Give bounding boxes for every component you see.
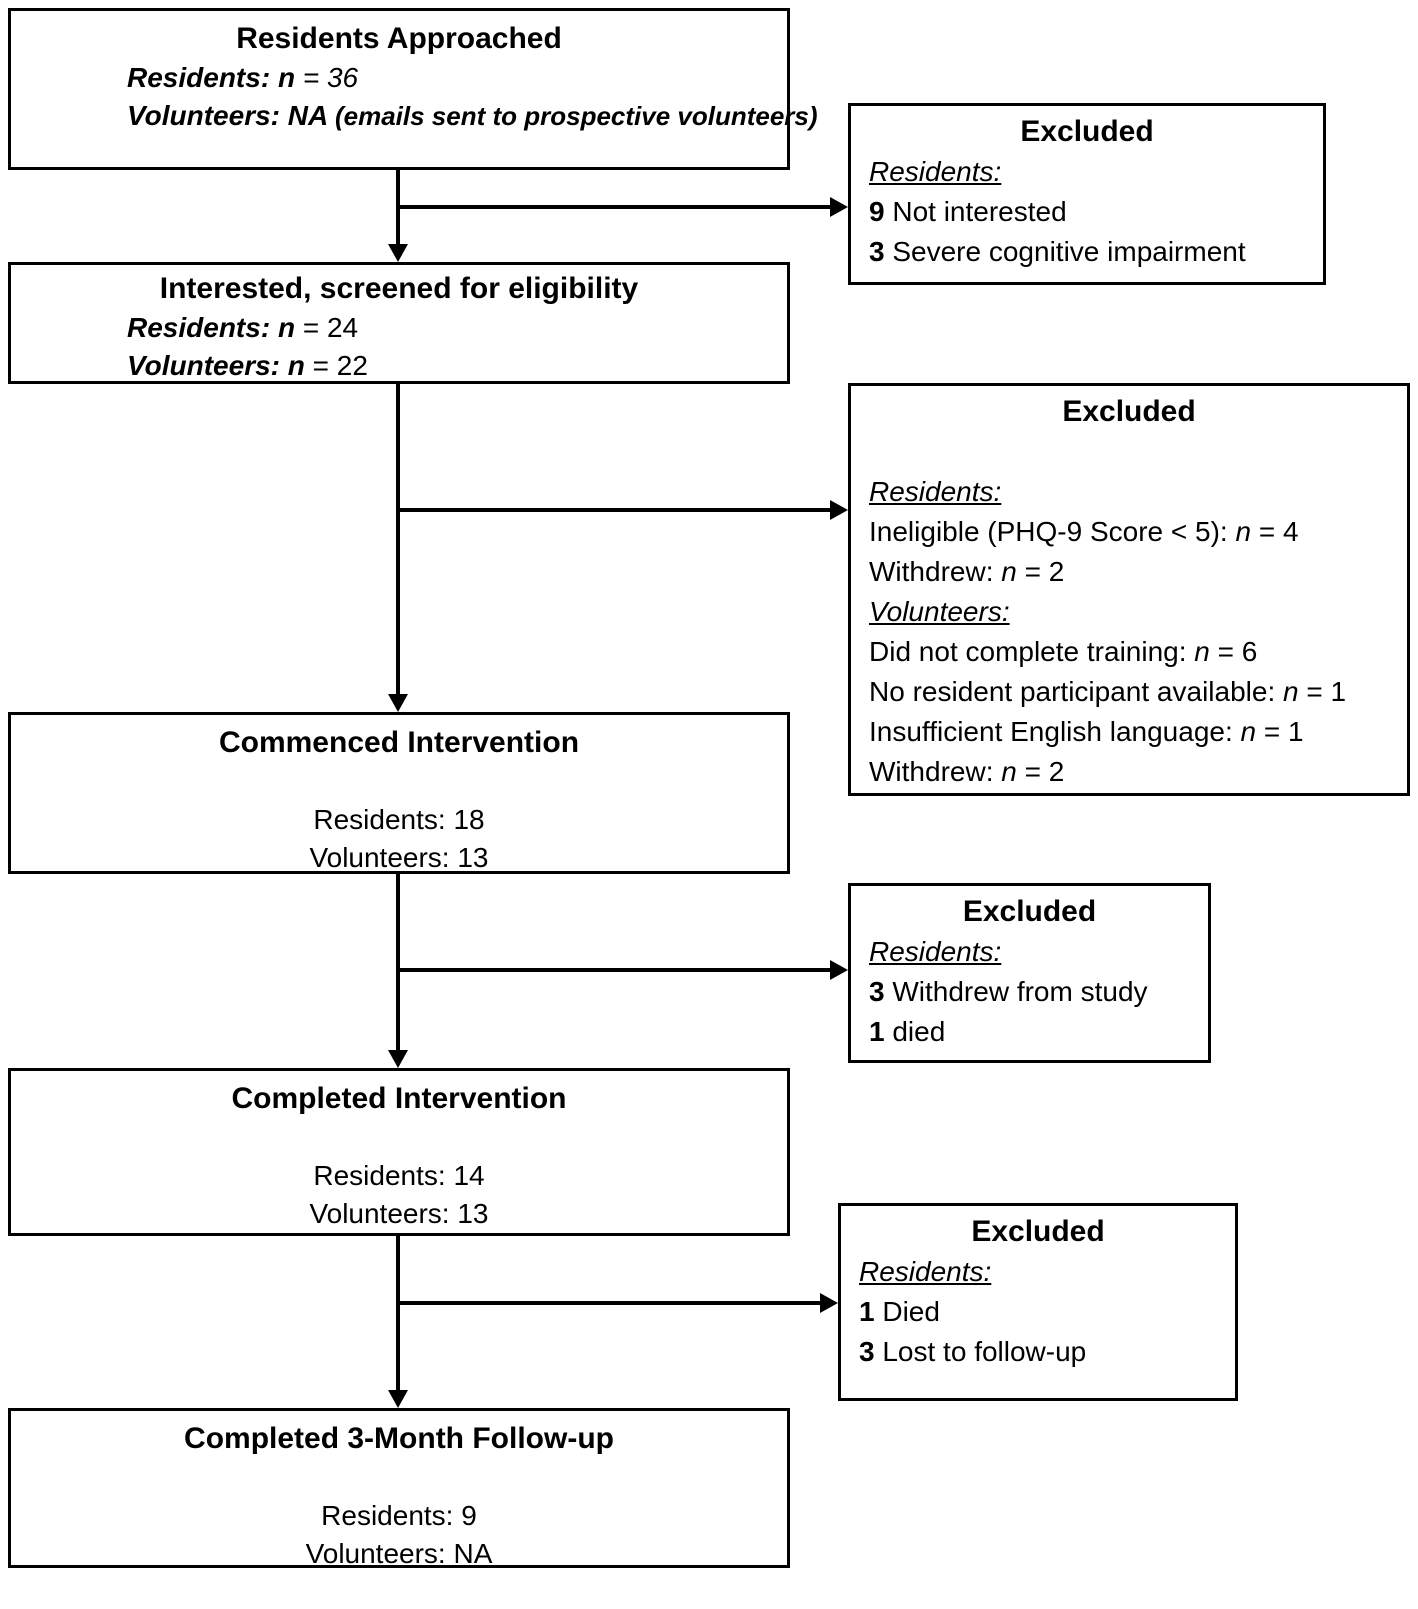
text-segment: 1 bbox=[869, 1016, 885, 1047]
text-segment: 9 bbox=[869, 196, 885, 227]
text-segment: Severe cognitive impairment bbox=[884, 236, 1246, 267]
text-segment: = 4 bbox=[1251, 516, 1299, 547]
text-segment: Volunteers: NA bbox=[127, 100, 335, 131]
text-line bbox=[869, 512, 1397, 552]
box-title: Residents Approached bbox=[236, 22, 562, 55]
box-title: Excluded bbox=[1020, 115, 1154, 148]
box-excluded-after-approach bbox=[848, 103, 1326, 285]
text-line bbox=[869, 1012, 1198, 1052]
text-segment: Residents: bbox=[859, 1256, 992, 1287]
text-segment: Residents: 18 bbox=[313, 804, 485, 835]
box-title: Completed 3-Month Follow-up bbox=[184, 1422, 614, 1455]
text-line bbox=[869, 192, 1313, 232]
text-segment: 3 bbox=[859, 1336, 875, 1367]
text-segment: n bbox=[1001, 556, 1017, 587]
text-segment: Residents: bbox=[127, 62, 278, 93]
text-line bbox=[869, 932, 1198, 972]
text-segment: n bbox=[1001, 756, 1017, 787]
box-lines bbox=[11, 1119, 787, 1233]
text-segment: 3 bbox=[869, 976, 885, 1007]
box-lines bbox=[851, 152, 1323, 272]
box-lines bbox=[841, 1252, 1235, 1372]
text-line bbox=[869, 752, 1397, 792]
text-segment: = 1 bbox=[1256, 716, 1304, 747]
text-segment: Volunteers: NA bbox=[305, 1538, 493, 1569]
text-segment: = 24 bbox=[295, 312, 359, 343]
text-line bbox=[11, 763, 787, 801]
text-line bbox=[859, 1292, 1225, 1332]
box-commenced-intervention bbox=[8, 712, 790, 874]
text-line bbox=[869, 712, 1397, 752]
text-segment: n bbox=[1283, 676, 1299, 707]
box-title: Excluded bbox=[1062, 395, 1196, 428]
text-line bbox=[127, 309, 775, 347]
arrowhead-down-icon bbox=[388, 694, 408, 712]
text-line bbox=[127, 59, 775, 97]
text-segment: No resident participant available: bbox=[869, 676, 1284, 707]
text-line bbox=[11, 801, 787, 839]
arrowhead-right-icon bbox=[820, 1293, 838, 1313]
arrowhead-down-icon bbox=[388, 1390, 408, 1408]
box-completed-intervention bbox=[8, 1068, 790, 1236]
text-line bbox=[11, 1195, 787, 1233]
box-completed-follow-up bbox=[8, 1408, 790, 1568]
text-line bbox=[869, 552, 1397, 592]
text-segment: Residents: 9 bbox=[321, 1500, 477, 1531]
arrowhead-right-icon bbox=[830, 960, 848, 980]
text-line bbox=[11, 1459, 787, 1497]
arrowhead-down-icon bbox=[388, 1050, 408, 1068]
text-segment: Residents: 14 bbox=[313, 1160, 485, 1191]
text-line bbox=[11, 839, 787, 877]
box-title: Commenced Intervention bbox=[218, 726, 580, 759]
text-segment: Volunteers: bbox=[127, 350, 288, 381]
text-segment: Volunteers: 13 bbox=[309, 1198, 489, 1229]
text-line bbox=[859, 1332, 1225, 1372]
text-line bbox=[127, 347, 775, 385]
text-segment: = 1 bbox=[1298, 676, 1347, 707]
box-lines bbox=[851, 432, 1407, 792]
text-segment: Residents: bbox=[127, 312, 278, 343]
box-title: Excluded bbox=[971, 1215, 1105, 1248]
text-line bbox=[869, 472, 1397, 512]
text-segment: n bbox=[1235, 516, 1252, 547]
text-segment: Withdrew: bbox=[869, 556, 1002, 587]
text-segment: Withdrew from study bbox=[884, 976, 1148, 1007]
text-line bbox=[11, 1497, 787, 1535]
text-line bbox=[11, 1119, 787, 1157]
text-segment: Lost to follow-up bbox=[874, 1336, 1087, 1367]
text-segment: Ineligible (PHQ-9 Score < 5): bbox=[869, 516, 1236, 547]
text-line bbox=[869, 972, 1198, 1012]
text-segment: 3 bbox=[869, 236, 885, 267]
text-segment: n bbox=[277, 312, 296, 343]
text-segment: = 22 bbox=[304, 350, 368, 381]
box-excluded-before-follow-up bbox=[838, 1203, 1238, 1401]
box-residents-approached bbox=[8, 8, 818, 170]
text-segment: Insufficient English language: bbox=[869, 716, 1241, 747]
text-segment: Did not complete training: bbox=[869, 636, 1195, 667]
box-title: Interested, screened for eligibility bbox=[159, 272, 639, 305]
text-segment: = 2 bbox=[1016, 556, 1065, 587]
box-interested-screened bbox=[8, 262, 790, 384]
text-segment: 1 bbox=[859, 1296, 875, 1327]
text-line bbox=[859, 1252, 1225, 1292]
text-segment: Residents: bbox=[869, 156, 1002, 187]
arrowhead-down-icon bbox=[388, 244, 408, 262]
text-segment: n bbox=[1194, 636, 1210, 667]
text-line bbox=[127, 97, 818, 135]
text-segment: Volunteers: bbox=[869, 596, 1010, 627]
text-line bbox=[869, 152, 1313, 192]
text-segment: = 6 bbox=[1209, 636, 1258, 667]
text-segment: Not interested bbox=[884, 196, 1067, 227]
box-title: Excluded bbox=[962, 895, 1097, 928]
text-segment: n bbox=[1240, 716, 1257, 747]
text-segment: Residents: bbox=[869, 936, 1002, 967]
text-line bbox=[869, 592, 1397, 632]
text-segment: (emails sent to prospective volunteers) bbox=[334, 101, 818, 131]
text-segment: Withdrew: bbox=[869, 756, 1002, 787]
text-segment: n bbox=[287, 350, 305, 381]
box-lines bbox=[851, 932, 1208, 1052]
box-lines bbox=[11, 763, 787, 877]
text-segment: Died bbox=[874, 1296, 940, 1327]
text-line bbox=[869, 232, 1313, 272]
arrowhead-right-icon bbox=[830, 500, 848, 520]
text-line bbox=[869, 432, 1397, 472]
text-line bbox=[11, 1535, 787, 1573]
box-excluded-during-intervention bbox=[848, 883, 1211, 1063]
box-excluded-after-screening bbox=[848, 383, 1410, 796]
box-title: Completed Intervention bbox=[231, 1082, 567, 1115]
box-lines bbox=[11, 59, 818, 135]
box-lines bbox=[11, 309, 787, 385]
text-segment: = 2 bbox=[1016, 756, 1065, 787]
text-segment: Volunteers: 13 bbox=[309, 842, 489, 873]
text-line bbox=[869, 632, 1397, 672]
arrowhead-right-icon bbox=[830, 197, 848, 217]
text-line bbox=[869, 672, 1397, 712]
box-lines bbox=[11, 1459, 787, 1573]
text-segment: n bbox=[277, 62, 296, 93]
text-segment: = 36 bbox=[295, 62, 359, 93]
text-segment: Residents: bbox=[869, 476, 1002, 507]
text-line bbox=[11, 1157, 787, 1195]
text-segment: died bbox=[884, 1016, 946, 1047]
